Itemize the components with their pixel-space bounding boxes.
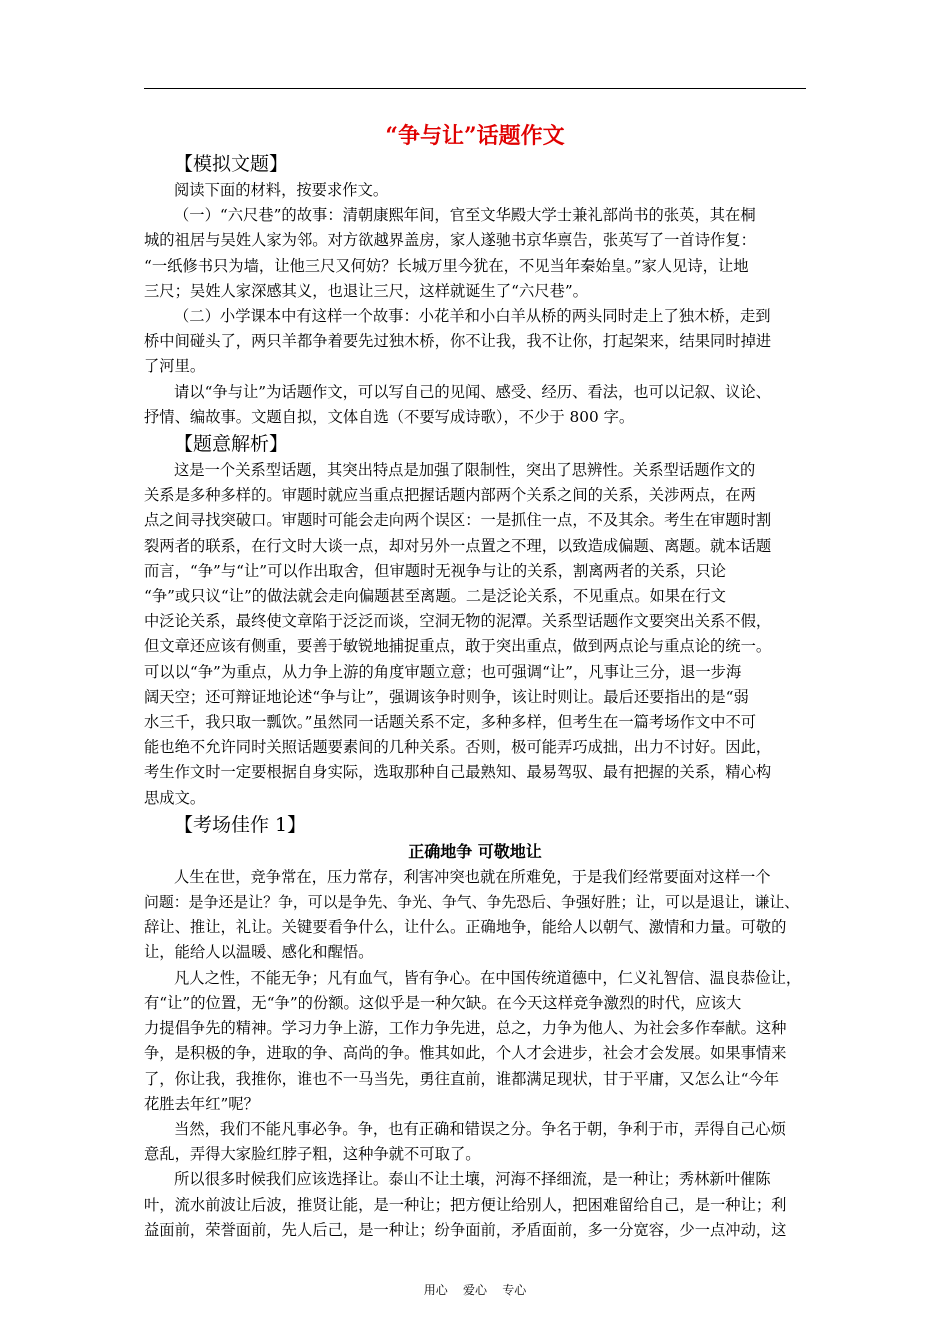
- text-line: 凡人之性，不能无争；凡有血气，皆有争心。在中国传统道德中，仁义礼智信、温良恭俭让，: [174, 968, 802, 987]
- page-footer: 用心 爱心 专心: [423, 1283, 527, 1297]
- text-line: 请以“争与让”为话题作文，可以写自己的见闻、感受、经历、看法，也可以记叙、议论、: [174, 382, 771, 401]
- text-line: 了河里。: [144, 357, 206, 376]
- text-line: 能也绝不允许同时关照话题要素间的几种关系。否则，极可能弄巧成拙，出力不讨好。因此，: [144, 738, 772, 757]
- text-line: 思成文。: [144, 788, 206, 807]
- section-heading-analysis: 【题意解析】: [174, 433, 289, 456]
- essay-paragraph-4: [144, 1167, 806, 1243]
- analysis-paragraph: [144, 458, 806, 811]
- text-line: 关系是多种多样的。审题时就应当重点把握话题内部两个关系之间的关系，关涉两点，在两: [144, 486, 756, 505]
- prompt-paragraph-1: [144, 203, 806, 304]
- text-line: 可以以“争”为重点，从力争上游的角度审题立意；也可强调“让”，凡事让三分，退一步海: [144, 662, 742, 681]
- text-line: 中泛论关系，最终使文章陷于泛泛而谈，空洞无物的泥潭。关系型话题作文要突出关系不假，: [144, 612, 772, 631]
- text-line: 裂两者的联系，在行文时大谈一点，却对另外一点置之不理，以致造成偏题、离题。就本话题: [144, 536, 772, 555]
- essay-paragraph-1: [144, 865, 806, 966]
- section-heading-sample-essay: 【考场佳作 1】: [174, 813, 307, 836]
- text-line: 城的祖居与吴姓人家为邻。对方欲越界盖房，家人遂驰书京华禀告，张英写了一首诗作复：: [144, 231, 756, 250]
- text-line: （二）小学课本中有这样一个故事：小花羊和小白羊从桥的两头同时走上了独木桥，走到: [174, 307, 771, 326]
- text-line: 力提倡争先的精神。学习力争上游，工作力争先进，总之，力争为他人、为社会多作奉献。这种: [144, 1019, 787, 1038]
- essay-paragraph-2: [144, 966, 806, 1117]
- text-line: 当然，我们不能凡事必争。争，也有正确和错误之分。争名于朝，争利于市，弄得自己心烦: [174, 1119, 786, 1138]
- section-heading-prompt: 【模拟文题】: [174, 153, 289, 175]
- text-line: 这是一个关系型话题，其突出特点是加强了限制性，突出了思辨性。关系型话题作文的: [174, 461, 756, 480]
- prompt-intro: [144, 178, 806, 203]
- text-line: 意乱，弄得大家脸红脖子粗，这种争就不可取了。: [144, 1145, 481, 1164]
- text-line: “一纸修书只为墙，让他三尺又何妨？长城万里今犹在，不见当年秦始皇。”家人见诗，让地: [144, 256, 749, 275]
- text-line: 辞让、推让，礼让。关键要看争什么，让什么。正确地争，能给人以朝气、激情和力量。可敬的: [144, 918, 787, 937]
- text-line: 阔天空；还可辩证地论述“争与让”，强调该争时则争，该让时则让。最后还要指出的是“弱: [144, 687, 749, 706]
- text-line: 争，是积极的争，进取的争、高尚的争。惟其如此，个人才会进步，社会才会发展。如果事情来: [144, 1044, 787, 1063]
- prompt-paragraph-3: [144, 380, 806, 430]
- text-line: 益面前，荣誉面前，先人后己，是一种让；纷争面前，矛盾面前，多一分宽容，少一点冲动，这: [144, 1220, 787, 1239]
- text-line: 阅读下面的材料，按要求作文。: [174, 181, 389, 199]
- text-line: 有“让”的位置，无“争”的份额。这似乎是一种欠缺。在今天这样竞争激烈的时代，应该大: [144, 993, 742, 1012]
- text-line: 三尺；吴姓人家深感其义，也退让三尺，这样就诞生了“六尺巷”。: [144, 281, 588, 300]
- text-line: 问题：是争还是让？争，可以是争先、争光、争气、争先恐后、争强好胜；让，可以是退让，谦让、: [144, 893, 800, 912]
- text-line: 点之间寻找突破口。审题时可能会走向两个误区：一是抓住一点，不及其余。考生在审题时割: [144, 511, 772, 530]
- text-line: 而言，“争”与“让”可以作出取舍，但审题时无视争与让的关系，割离两者的关系，只论: [144, 561, 726, 580]
- prompt-paragraph-2: [144, 304, 806, 380]
- header-rule: [144, 88, 806, 89]
- text-line: 人生在世，竞争常在，压力常存，利害冲突也就在所难免，于是我们经常要面对这样一个: [174, 867, 771, 886]
- text-line: 叶，流水前波让后波，推贤让能，是一种让；把方便让给别人，把困难留给自己，是一种让；利: [144, 1195, 787, 1214]
- text-line: 了，你让我，我推你，谁也不一马当先，勇往直前，谁都满足现状，甘于平庸，又怎么让“今年: [144, 1069, 779, 1088]
- essay-paragraph-3: [144, 1117, 806, 1167]
- text-line: 但文章还应该有侧重，要善于敏锐地捕捉重点，敢于突出重点，做到两点论与重点论的统一。: [144, 637, 772, 656]
- text-line: 抒情、编故事。文题自拟，文体自选（不要写成诗歌），不少于 800 字。: [144, 407, 635, 426]
- text-line: 让，能给人以温暖、感化和醒悟。: [144, 943, 374, 962]
- text-line: 花胜去年红”呢？: [144, 1094, 259, 1113]
- text-line: （一）“六尺巷”的故事：清朝康熙年间，官至文华殿大学士兼礼部尚书的张英，其在桐: [174, 206, 756, 225]
- text-line: 水三千，我只取一瓢饮。”虽然同一话题关系不定，多种多样，但考生在一篇考场作文中不可: [144, 713, 757, 732]
- essay-title: 正确地争 可敬地让: [408, 841, 542, 861]
- text-line: “争”或只议“让”的做法就会走向偏题甚至离题。二是泛论关系，不见重点。如果在行文: [144, 587, 726, 606]
- text-line: 考生作文时一定要根据自身实际，选取那种自己最熟知、最易驾驭、最有把握的关系，精心构: [144, 763, 772, 782]
- text-line: 桥中间碰头了，两只羊都争着要先过独木桥，你不让我，我不让你，打起架来，结果同时掉进: [144, 332, 772, 351]
- document-body: [144, 150, 806, 1243]
- text-line: 所以很多时候我们应该选择让。泰山不让土壤，河海不择细流，是一种让；秀林新叶催陈: [174, 1170, 771, 1189]
- document-title: “争与让”话题作文: [385, 123, 565, 149]
